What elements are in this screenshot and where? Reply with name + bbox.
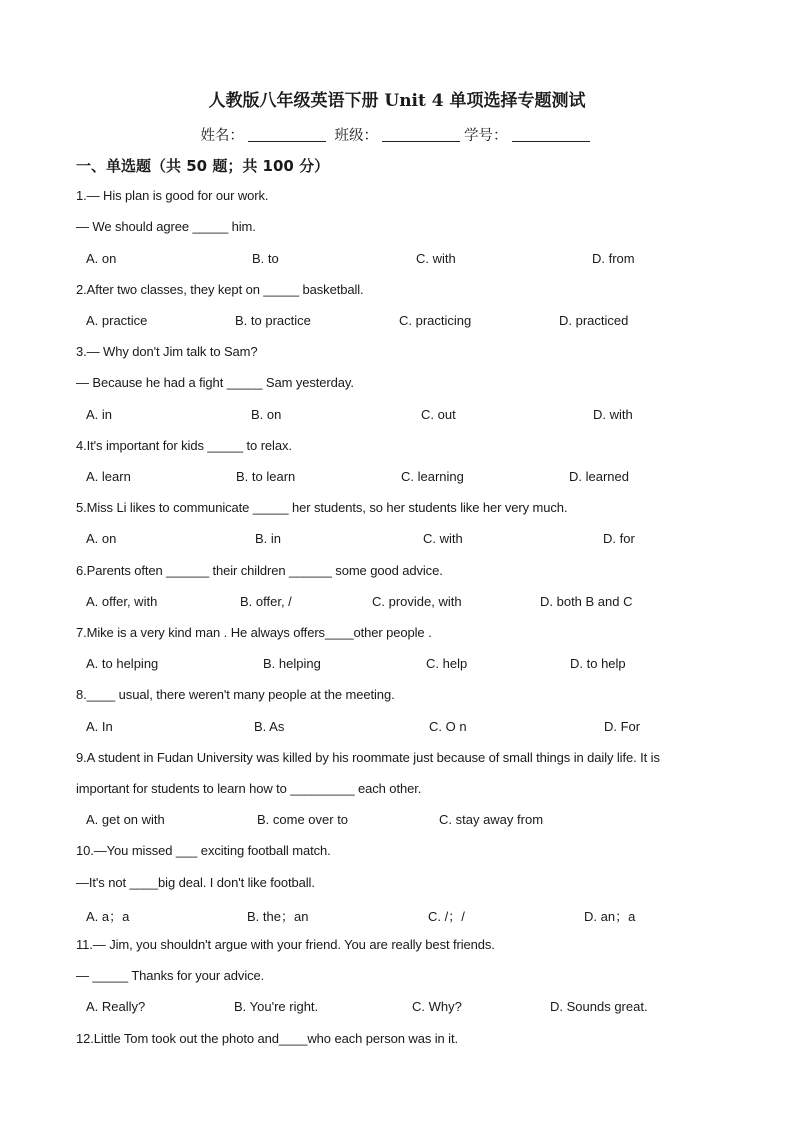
answer-option: D. learned xyxy=(569,469,629,484)
question-stem: 8.____ usual, there weren't many people at the meeting. xyxy=(76,687,395,702)
answer-option: D. Sounds great. xyxy=(550,999,648,1014)
question-stem: 5.Miss Li likes to communicate _____ her students, so her students like her very much. xyxy=(76,500,568,515)
question-stem: 7.Mike is a very kind man . He always offers____other people . xyxy=(76,625,432,640)
answer-option: A. on xyxy=(86,251,117,266)
options-row xyxy=(0,812,794,830)
answer-option: C. provide, with xyxy=(372,594,462,609)
answer-option: A. a；a xyxy=(86,909,130,924)
section-heading: 一、单选题（共 50 题；共 100 分） xyxy=(76,157,330,175)
options-row xyxy=(0,469,794,487)
options-row xyxy=(0,531,794,549)
options-row xyxy=(0,407,794,425)
answer-option: C. stay away from xyxy=(439,812,544,827)
answer-option: B. in xyxy=(255,531,282,546)
class-blank xyxy=(382,127,460,142)
class-label: 班级： xyxy=(334,128,379,144)
options-row xyxy=(0,906,794,924)
answer-option: C. O n xyxy=(429,719,467,734)
question-line: — We should agree _____ him. xyxy=(76,219,256,234)
answer-option: C. help xyxy=(426,656,468,671)
answer-option: D. both B and C xyxy=(540,594,633,609)
answer-option: D. from xyxy=(592,251,635,266)
answer-option: B. the；an xyxy=(247,909,309,924)
answer-option: B. come over to xyxy=(257,812,349,827)
answer-option: A. on xyxy=(86,531,117,546)
answer-option: A. learn xyxy=(86,469,131,484)
question-stem: 2.After two classes, they kept on _____ basketball. xyxy=(76,282,364,297)
question-line: —It's not ____big deal. I don't like football. xyxy=(76,875,315,890)
answer-option: B. to learn xyxy=(236,469,296,484)
question-stem: 10.—You missed ___ exciting football match. xyxy=(76,843,331,858)
answer-option: C. out xyxy=(421,407,456,422)
answer-option: B. on xyxy=(251,407,282,422)
answer-option: C. learning xyxy=(401,469,464,484)
options-row xyxy=(0,999,794,1017)
answer-option: A. get on with xyxy=(86,812,165,827)
question-line: — Because he had a fight _____ Sam yesterday. xyxy=(76,375,354,390)
question-stem: 3.— Why don't Jim talk to Sam? xyxy=(76,344,258,359)
answer-option: B. As xyxy=(254,719,285,734)
answer-option: B. to practice xyxy=(235,313,311,328)
answer-option: D. for xyxy=(603,531,635,546)
question-stem: 6.Parents often ______ their children ______ some good advice. xyxy=(76,563,443,578)
answer-option: C. Why? xyxy=(412,999,462,1014)
question-line: important for students to learn how to _________ each other. xyxy=(76,781,422,796)
question-stem: 4.It's important for kids _____ to relax. xyxy=(76,438,292,453)
answer-option: C. with xyxy=(416,251,456,266)
document-title: 人教版八年级英语下册 Unit 4 单项选择专题测试 xyxy=(208,91,586,111)
options-row xyxy=(0,313,794,331)
answer-option: A. offer, with xyxy=(86,594,158,609)
answer-option: A. In xyxy=(86,719,113,734)
name-blank xyxy=(248,127,326,142)
answer-option: B. offer, / xyxy=(240,594,292,609)
question-stem: 9.A student in Fudan University was killed by his roommate just because of small things in daily life. It is xyxy=(76,750,660,765)
answer-option: B. to xyxy=(252,251,279,266)
question-line: — _____ Thanks for your advice. xyxy=(76,968,265,983)
options-row xyxy=(0,656,794,674)
id-label: 学号： xyxy=(464,128,508,144)
options-row xyxy=(0,594,794,612)
answer-option: C. with xyxy=(423,531,463,546)
student-info-row xyxy=(0,124,794,145)
answer-option: C. practicing xyxy=(399,313,472,328)
answer-option: D. practiced xyxy=(559,313,629,328)
question-stem: 12.Little Tom took out the photo and____who each person was in it. xyxy=(76,1031,458,1046)
answer-option: D. For xyxy=(604,719,641,734)
answer-option: D. to help xyxy=(570,656,626,671)
question-stem: 1.— His plan is good for our work. xyxy=(76,188,269,203)
answer-option: C. /；/ xyxy=(428,909,465,924)
answer-option: A. Really? xyxy=(86,999,146,1014)
id-blank xyxy=(512,127,590,142)
answer-option: B. helping xyxy=(263,656,321,671)
question-stem: 11.— Jim, you shouldn't argue with your friend. You are really best friends. xyxy=(76,937,495,952)
options-row xyxy=(0,719,794,737)
answer-option: D. an；a xyxy=(584,909,636,924)
options-row xyxy=(0,251,794,269)
answer-option: B. You're right. xyxy=(234,999,319,1014)
answer-option: A. practice xyxy=(86,313,148,328)
name-label: 姓名： xyxy=(200,128,244,144)
answer-option: A. to helping xyxy=(86,656,159,671)
answer-option: A. in xyxy=(86,407,113,422)
answer-option: D. with xyxy=(593,407,633,422)
